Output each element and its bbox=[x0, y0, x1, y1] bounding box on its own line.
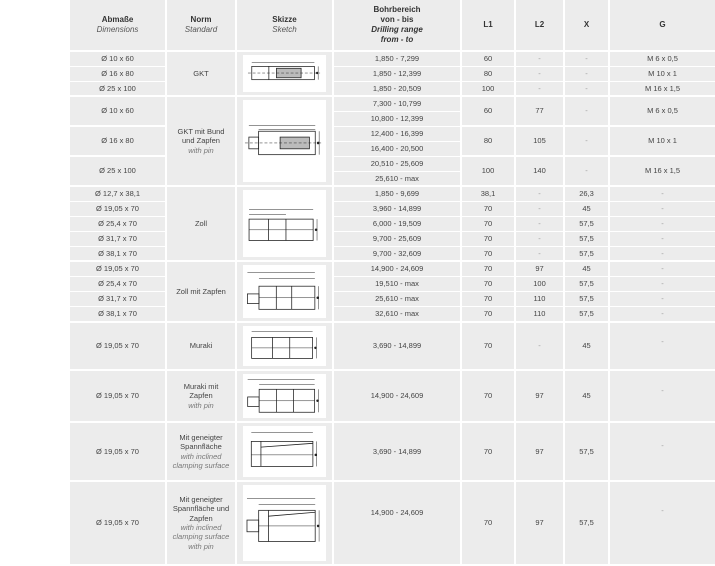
l1-cell: 70 bbox=[462, 247, 516, 262]
g-cell: - bbox=[610, 232, 715, 247]
l2-cell: 97 bbox=[516, 262, 565, 277]
l1-cell: 80 bbox=[462, 127, 516, 157]
l1-cell: 70 bbox=[462, 232, 516, 247]
x-cell: 57,5 bbox=[565, 217, 610, 232]
x-cell: 45 bbox=[565, 262, 610, 277]
dim-cell: Ø 25,4 x 70 bbox=[70, 217, 167, 232]
drill-sketch-image bbox=[243, 190, 326, 257]
sketch-frame bbox=[243, 426, 326, 477]
dimensions-column bbox=[70, 0, 167, 566]
range-cell: 1,850 - 9,699 bbox=[334, 187, 462, 202]
l1-cell: 60 bbox=[462, 97, 516, 127]
l2-cell: 97 bbox=[516, 482, 565, 566]
l1-cell: 70 bbox=[462, 482, 516, 566]
range-cell: 12,400 - 16,399 bbox=[334, 127, 462, 142]
standard-cell bbox=[167, 262, 237, 323]
standard-de: Muraki bbox=[189, 341, 213, 351]
dim-cell: Ø 25,4 x 70 bbox=[70, 277, 167, 292]
range-cell: 3,960 - 14,899 bbox=[334, 202, 462, 217]
drill-sketch-image bbox=[243, 326, 326, 366]
range-cell: 32,610 - max bbox=[334, 307, 462, 323]
standard-column bbox=[167, 0, 237, 566]
x-cell: 57,5 bbox=[565, 232, 610, 247]
drilling-range-header-en: Drilling range bbox=[371, 25, 423, 34]
drill-sketch-image bbox=[243, 100, 326, 182]
dim-cell: Ø 10 x 60 bbox=[70, 97, 167, 127]
range-cell: 1,850 - 20,509 bbox=[334, 82, 462, 97]
range-cell: 6,000 - 19,509 bbox=[334, 217, 462, 232]
standard-header-en: Standard bbox=[184, 25, 218, 34]
standard-en: with pin bbox=[188, 400, 214, 410]
range-cell: 9,700 - 32,609 bbox=[334, 247, 462, 262]
g-cell: - bbox=[610, 292, 715, 307]
drill-sketch-image bbox=[243, 374, 326, 418]
range-cell: 25,610 - max bbox=[334, 172, 462, 187]
l2-cell: 97 bbox=[516, 371, 565, 423]
l1-cell: 70 bbox=[462, 202, 516, 217]
drilling-range-header-de2: von - bis bbox=[380, 15, 414, 24]
dim-cell: Ø 16 x 80 bbox=[70, 127, 167, 157]
dim-cell: Ø 19,05 x 70 bbox=[70, 482, 167, 566]
l2-cell: - bbox=[516, 202, 565, 217]
standard-de: Muraki mit Zapfen bbox=[183, 381, 219, 401]
sketch-frame bbox=[243, 190, 326, 257]
g-cell: M 16 x 1,5 bbox=[610, 82, 715, 97]
l1-cell: 70 bbox=[462, 217, 516, 232]
l1-cell: 38,1 bbox=[462, 187, 516, 202]
l2-column bbox=[516, 0, 565, 566]
x-cell: - bbox=[565, 157, 610, 187]
range-cell: 14,900 - 24,609 bbox=[334, 371, 462, 423]
drill-sketch-image bbox=[243, 485, 326, 561]
standard-cell bbox=[167, 371, 237, 423]
sketch-zoll bbox=[237, 187, 334, 262]
dim-cell: Ø 31,7 x 70 bbox=[70, 232, 167, 247]
l1-header: L1 bbox=[462, 0, 516, 52]
dim-cell: Ø 19,05 x 70 bbox=[70, 262, 167, 277]
l2-cell: - bbox=[516, 323, 565, 371]
range-cell: 1,850 - 7,299 bbox=[334, 52, 462, 67]
standard-de: GKT bbox=[193, 68, 209, 78]
dim-cell: Ø 10 x 60 bbox=[70, 52, 167, 67]
x-header: X bbox=[565, 0, 610, 52]
range-cell: 7,300 - 10,799 bbox=[334, 97, 462, 112]
l2-cell: - bbox=[516, 82, 565, 97]
drilling-range-header-de: Bohrbereich bbox=[373, 5, 421, 14]
l1-cell: 70 bbox=[462, 262, 516, 277]
l1-cell: 60 bbox=[462, 52, 516, 67]
dim-cell: Ø 25 x 100 bbox=[70, 82, 167, 97]
l1-cell: 70 bbox=[462, 323, 516, 371]
l2-cell: - bbox=[516, 217, 565, 232]
x-cell: - bbox=[565, 127, 610, 157]
x-cell: - bbox=[565, 52, 610, 67]
drilling-range-header-en2: from - to bbox=[380, 35, 414, 44]
range-cell: 20,510 - 25,609 bbox=[334, 157, 462, 172]
l2-cell: - bbox=[516, 247, 565, 262]
l1-cell: 100 bbox=[462, 157, 516, 187]
l2-cell: - bbox=[516, 67, 565, 82]
x-cell: 57,5 bbox=[565, 247, 610, 262]
dim-cell: Ø 25 x 100 bbox=[70, 157, 167, 187]
drill-sketch-image bbox=[243, 55, 326, 92]
x-cell: 57,5 bbox=[565, 482, 610, 566]
standard-cell bbox=[167, 323, 237, 371]
drill-sketch-image bbox=[243, 426, 326, 477]
l1-cell: 80 bbox=[462, 67, 516, 82]
standard-de: GKT mit Bund und Zapfen bbox=[177, 126, 225, 146]
sketch-zoll-zapfen bbox=[237, 262, 334, 323]
g-cell: M 6 x 0,5 bbox=[610, 52, 715, 67]
x-cell: - bbox=[565, 97, 610, 127]
g-cell: - bbox=[610, 187, 715, 202]
range-cell: 14,900 - 24,609 bbox=[334, 482, 462, 566]
l1-column bbox=[462, 0, 516, 566]
l1-cell: 100 bbox=[462, 82, 516, 97]
l2-cell: 140 bbox=[516, 157, 565, 187]
standard-cell bbox=[167, 482, 237, 566]
sketch-column bbox=[237, 0, 334, 566]
sketch-header-en: Sketch bbox=[272, 25, 297, 34]
x-cell: 57,5 bbox=[565, 307, 610, 323]
dim-cell: Ø 38,1 x 70 bbox=[70, 247, 167, 262]
l2-cell: - bbox=[516, 52, 565, 67]
l2-cell: - bbox=[516, 232, 565, 247]
range-cell: 1,850 - 12,399 bbox=[334, 67, 462, 82]
x-cell: 57,5 bbox=[565, 277, 610, 292]
standard-en: with inclined clamping surface with pin bbox=[172, 523, 230, 551]
g-header: G bbox=[610, 0, 715, 52]
standard-de: Mit geneigter Spannfläche und Zapfen bbox=[172, 494, 230, 523]
dim-cell: Ø 31,7 x 70 bbox=[70, 292, 167, 307]
drilling-range-column bbox=[334, 0, 462, 566]
sketch-frame bbox=[243, 265, 326, 318]
sketch-muraki-zapfen bbox=[237, 371, 334, 423]
range-cell: 25,610 - max bbox=[334, 292, 462, 307]
x-cell: - bbox=[565, 67, 610, 82]
l2-cell: 100 bbox=[516, 277, 565, 292]
g-cell: - bbox=[610, 262, 715, 277]
standard-de: Zoll bbox=[194, 218, 208, 228]
g-cell: - bbox=[610, 423, 715, 482]
dim-cell: Ø 16 x 80 bbox=[70, 67, 167, 82]
standard-de: Mit geneigter Spannfläche bbox=[179, 432, 223, 452]
sketch-frame bbox=[243, 326, 326, 366]
g-cell: M 6 x 0,5 bbox=[610, 97, 715, 127]
standard-cell bbox=[167, 423, 237, 482]
g-cell: - bbox=[610, 202, 715, 217]
dim-cell: Ø 19,05 x 70 bbox=[70, 202, 167, 217]
standard-header-de: Norm bbox=[190, 15, 212, 24]
sketch-frame bbox=[243, 100, 326, 182]
dim-cell: Ø 38,1 x 70 bbox=[70, 307, 167, 323]
l2-cell: - bbox=[516, 187, 565, 202]
standard-de: Zoll mit Zapfen bbox=[176, 286, 226, 296]
l2-cell: 105 bbox=[516, 127, 565, 157]
g-cell: - bbox=[610, 247, 715, 262]
x-cell: 45 bbox=[565, 202, 610, 217]
x-column bbox=[565, 0, 610, 566]
g-cell: - bbox=[610, 307, 715, 323]
standard-en: with pin bbox=[188, 145, 214, 155]
sketch-frame bbox=[243, 55, 326, 92]
g-column bbox=[610, 0, 715, 566]
l1-cell: 70 bbox=[462, 307, 516, 323]
l1-cell: 70 bbox=[462, 292, 516, 307]
l1-cell: 70 bbox=[462, 423, 516, 482]
standard-cell bbox=[167, 52, 237, 97]
standard-cell bbox=[167, 187, 237, 262]
sketch-gkt-bund bbox=[237, 97, 334, 187]
l1-cell: 70 bbox=[462, 371, 516, 423]
x-cell: 45 bbox=[565, 371, 610, 423]
l1-cell: 70 bbox=[462, 277, 516, 292]
g-cell: M 10 x 1 bbox=[610, 67, 715, 82]
drill-sketch-image bbox=[243, 265, 326, 318]
sketch-header bbox=[237, 0, 334, 52]
sketch-inclined bbox=[237, 423, 334, 482]
sketch-gkt bbox=[237, 52, 334, 97]
standard-en: with inclined clamping surface bbox=[172, 451, 230, 470]
sketch-inclined-zapfen bbox=[237, 482, 334, 566]
l2-cell: 77 bbox=[516, 97, 565, 127]
drilling-range-header bbox=[334, 0, 462, 52]
dimensions-header bbox=[70, 0, 167, 52]
x-cell: 45 bbox=[565, 323, 610, 371]
range-cell: 3,690 - 14,899 bbox=[334, 323, 462, 371]
dimensions-header-en: Dimensions bbox=[96, 25, 139, 34]
standard-header bbox=[167, 0, 237, 52]
g-cell: M 16 x 1,5 bbox=[610, 157, 715, 187]
x-cell: - bbox=[565, 82, 610, 97]
range-cell: 14,900 - 24,609 bbox=[334, 262, 462, 277]
x-cell: 26,3 bbox=[565, 187, 610, 202]
sketch-frame bbox=[243, 485, 326, 561]
l2-cell: 110 bbox=[516, 307, 565, 323]
dim-cell: Ø 19,05 x 70 bbox=[70, 371, 167, 423]
range-cell: 10,800 - 12,399 bbox=[334, 112, 462, 127]
dimensions-header-de: Abmaße bbox=[101, 15, 134, 24]
sketch-frame bbox=[243, 374, 326, 418]
range-cell: 3,690 - 14,899 bbox=[334, 423, 462, 482]
specification-table bbox=[70, 0, 715, 566]
x-cell: 57,5 bbox=[565, 423, 610, 482]
x-cell: 57,5 bbox=[565, 292, 610, 307]
sketch-muraki bbox=[237, 323, 334, 371]
dim-cell: Ø 19,05 x 70 bbox=[70, 323, 167, 371]
range-cell: 16,400 - 20,500 bbox=[334, 142, 462, 157]
range-cell: 19,510 - max bbox=[334, 277, 462, 292]
g-cell: - bbox=[610, 277, 715, 292]
sketch-header-de: Skizze bbox=[272, 15, 297, 24]
standard-cell bbox=[167, 97, 237, 187]
l2-cell: 110 bbox=[516, 292, 565, 307]
g-cell: - bbox=[610, 371, 715, 423]
g-cell: - bbox=[610, 323, 715, 371]
range-cell: 9,700 - 25,609 bbox=[334, 232, 462, 247]
g-cell: - bbox=[610, 482, 715, 566]
dim-cell: Ø 12,7 x 38,1 bbox=[70, 187, 167, 202]
l2-cell: 97 bbox=[516, 423, 565, 482]
g-cell: M 10 x 1 bbox=[610, 127, 715, 157]
g-cell: - bbox=[610, 217, 715, 232]
l2-header: L2 bbox=[516, 0, 565, 52]
dim-cell: Ø 19,05 x 70 bbox=[70, 423, 167, 482]
